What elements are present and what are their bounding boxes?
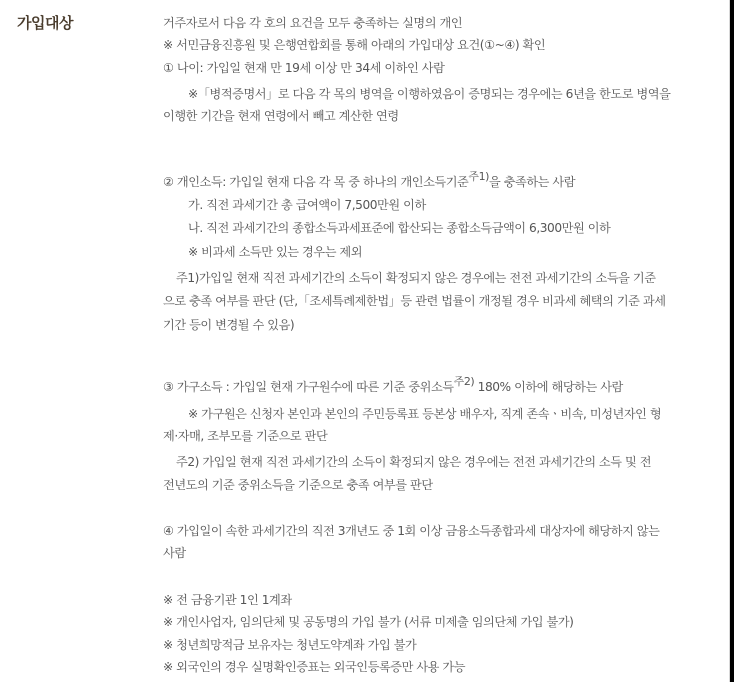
note-top: ※ 서민금융진흥원 및 은행연합회를 통해 아래의 가입대상 요건(①~④) 확인 bbox=[163, 38, 546, 52]
income-title-tail: 을 충족하는 사람 bbox=[488, 175, 576, 189]
household-title-text: ③ 가구소득 : 가입일 현재 가구원수에 따른 기준 중위소득 bbox=[163, 380, 454, 394]
household-note-line-1: ※ 가구원은 신청자 본인과 본인의 주민등록표 등본상 배우자, 직계 존속ㆍ비속, 미성년자인 형 bbox=[188, 407, 662, 421]
income-footnote-ref: 주1) bbox=[468, 170, 489, 183]
income-requirement bbox=[163, 171, 575, 193]
income-item-b: 나. 직전 과세기간의 종합소득과세표준에 합산되는 종합소득금액이 6,300만원 이하 bbox=[188, 221, 611, 235]
household-requirement bbox=[163, 376, 623, 398]
financial-requirement-line-1: ④ 가입일이 속한 과세기간의 직전 3개년도 중 1회 이상 금융소득종합과세 대상자에 해당하지 않는 bbox=[163, 524, 660, 538]
age-note-line-2: 이행한 기간을 현재 연령에서 빼고 계산한 연령 bbox=[163, 109, 399, 123]
note-item: ※ 외국인의 경우 실명확인증표는 외국인등록증만 사용 가능 bbox=[163, 660, 466, 674]
section-label: 가입대상 bbox=[17, 14, 73, 32]
household-note-line-2: 제·자매, 조부모를 기준으로 판단 bbox=[163, 429, 328, 443]
age-note-line-1: ※「병적증명서」로 다음 각 목의 병역을 이행하였음이 증명되는 경우에는 6년을 한도로 병역을 bbox=[188, 87, 671, 101]
intro-text: 거주자로서 다음 각 호의 요건을 모두 충족하는 실명의 개인 bbox=[163, 16, 463, 30]
income-footnote-line-1: 주1)가입일 현재 직전 과세기간의 소득이 확정되지 않은 경우에는 전전 과세기간의 소득을 기준 bbox=[176, 271, 656, 285]
income-footnote-line-3: 기간 등이 변경될 수 있음) bbox=[163, 318, 295, 332]
note-item: ※ 청년희망적금 보유자는 청년도약계좌 가입 불가 bbox=[163, 638, 417, 652]
income-footnote-line-2: 으로 충족 여부를 판단 (단,「조세특례제한법」등 관련 법률이 개정될 경우 비과세 혜택의 기준 과세 bbox=[163, 294, 666, 308]
household-footnote-line-2: 전년도의 기준 중위소득을 기준으로 충족 여부를 판단 bbox=[163, 478, 433, 492]
income-note: ※ 비과세 소득만 있는 경우는 제외 bbox=[188, 245, 363, 259]
household-footnote-line-1: 주2) 가입일 현재 직전 과세기간의 소득이 확정되지 않은 경우에는 전전 과세기간의 소득 및 전 bbox=[176, 455, 652, 469]
household-footnote-ref: 주2) bbox=[453, 375, 475, 388]
income-title-text: ② 개인소득: 가입일 현재 다음 각 목 중 하나의 개인소득기준 bbox=[163, 175, 469, 189]
note-item: ※ 개인사업자, 임의단체 및 공동명의 가입 불가 (서류 미제출 임의단체 가입 불가) bbox=[163, 615, 574, 629]
note-item: ※ 전 금융기관 1인 1계좌 bbox=[163, 593, 292, 607]
income-item-a: 가. 직전 과세기간 총 급여액이 7,500만원 이하 bbox=[188, 198, 426, 212]
household-title-tail: 180% 이하에 해당하는 사람 bbox=[474, 380, 623, 394]
financial-requirement-line-2: 사람 bbox=[163, 546, 186, 560]
age-requirement: ① 나이: 가입일 현재 만 19세 이상 만 34세 이하인 사람 bbox=[163, 61, 445, 75]
